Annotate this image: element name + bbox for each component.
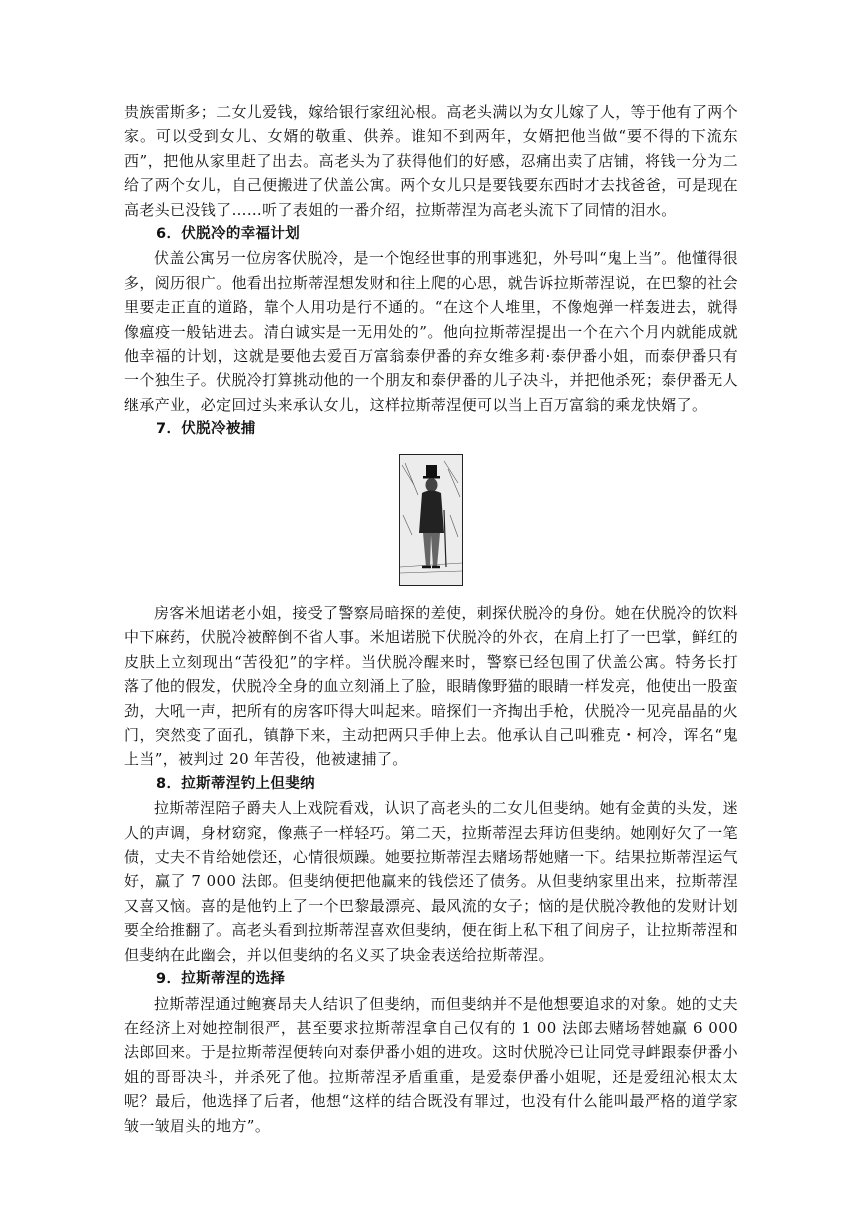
section7-paragraph: 房客米旭诺老小姐，接受了警察局暗探的差使，刺探伏脱冷的身份。她在伏脱冷的饮料中下麻药，伏脱冷被醉倒不省人事。米旭诺脱下伏脱冷的外衣，在肩上打了一巴掌，鲜红的皮肤上立刻现出“苦役犯”的字样。当伏脱冷醒来时，警察已经包围了伏盖公寓。特务长打落了他的假发，伏脱冷全身的血立刻涌上了脸，眼睛像野猫的眼睛一样发亮，他使出一股蛮劲，大吼一声，把所有的房客吓得大叫起来。暗探们一齐掏出手枪，伏脱冷一见亮晶晶的火门，突然变了面孔，镇静下来，主动把两只手伸上去。他承认自己叫雅克・柯冷，诨名“鬼上当”，被判过 20 年苦役，他被逮捕了。 <box>124 604 739 769</box>
section8-heading: 8．拉斯蒂涅钓上但斐纳 <box>156 775 315 792</box>
vautrin-illustration <box>399 454 463 586</box>
section9-heading: 9．拉斯蒂涅的选择 <box>156 971 286 988</box>
text-block-bottom <box>124 601 738 1138</box>
section7-heading: 7．伏脱冷被捕 <box>156 421 256 438</box>
section9-paragraph: 拉斯蒂涅通过鲍赛昂夫人结识了但斐纳，而但斐纳并不是他想要追求的对象。她的丈夫在经济上对她控制很严，甚至要求拉斯蒂涅拿自己仅有的 1 00 法郎去赌场替她赢 6 000 法郎回来。于是拉斯蒂涅便转向对泰伊番小姐的进攻。这时伏脱冷已让同党寻衅跟泰伊番小姐的哥哥决斗，并杀死了他。拉斯蒂涅矛盾重重，是爱泰伊番小姐呢，还是爱纽沁根太太呢？最后，他选择了后者，他想“这样的结合既没有罪过，也没有什么能叫最严格的道学家皱一皱眉头的地方”。 <box>124 994 739 1135</box>
text-block-top <box>124 100 738 442</box>
section8-paragraph: 拉斯蒂涅陪子爵夫人上戏院看戏，认识了高老头的二女儿但斐纳。她有金黄的头发，迷人的声调，身材窈窕，像燕子一样轻巧。第二天，拉斯蒂涅去拜访但斐纳。她刚好欠了一笔债，丈夫不肯给她偿还，心情很烦躁。她要拉斯蒂涅去赌场帮她赌一下。结果拉斯蒂涅运气好，赢了 7 000 法郎。但斐纳便把他赢来的钱偿还了债务。从但斐纳家里出来，拉斯蒂涅又喜又恼。喜的是他钓上了一个巴黎最漂亮、最风流的女子；恼的是伏脱冷教他的发财计划要全给推翻了。高老头看到拉斯蒂涅喜欢但斐纳，便在街上私下租了间房子，让拉斯蒂涅和但斐纳在此幽会，并以但斐纳的名义买了块金表送给拉斯蒂涅。 <box>124 799 739 964</box>
section6-paragraph: 伏盖公寓另一位房客伏脱冷，是一个饱经世事的刑事逃犯，外号叫“鬼上当”。他懂得很多，阅历很广。他看出拉斯蒂涅想发财和往上爬的心思，就告诉拉斯蒂涅说，在巴黎的社会里要走正直的道路，靠个人用功是行不通的。“在这个人堆里，不像炮弹一样轰进去，就得像瘟疫一般钻进去。清白诚实是一无用处的”。他向拉斯蒂涅提出一个在六个月内就能成就他幸福的计划，这就是要他去爱百万富翁泰伊番的弃女维多莉·泰伊番小姐，而泰伊番只有一个独生子。伏脱冷打算挑动他的一个朋友和泰伊番的儿子决斗，并把他杀死；泰伊番无人继承产业，必定回过头来承认女儿，这样拉斯蒂涅便可以当上百万富翁的乘龙快婿了。 <box>124 249 739 414</box>
man-with-top-hat-engraving-icon <box>400 455 462 585</box>
section6-heading: 6．伏脱冷的幸福计划 <box>156 226 301 243</box>
section5-continuation: 贵族雷斯多；二女儿爱钱，嫁给银行家纽沁根。高老头满以为女儿嫁了人，等于他有了两个家。可以受到女儿、女婿的敬重、供养。谁知不到两年，女婿把他当做“要不得的下流东西”，把他从家里赶了出去。高老头为了获得他们的好感，忍痛出卖了店铺，将钱一分为二给了两个女儿，自己便搬进了伏盖公寓。两个女儿只是要钱要东西时才去找爸爸，可是现在高老头已没钱了……听了表姐的一番介绍，拉斯蒂涅为高老头流下了同情的泪水。 <box>124 103 739 219</box>
